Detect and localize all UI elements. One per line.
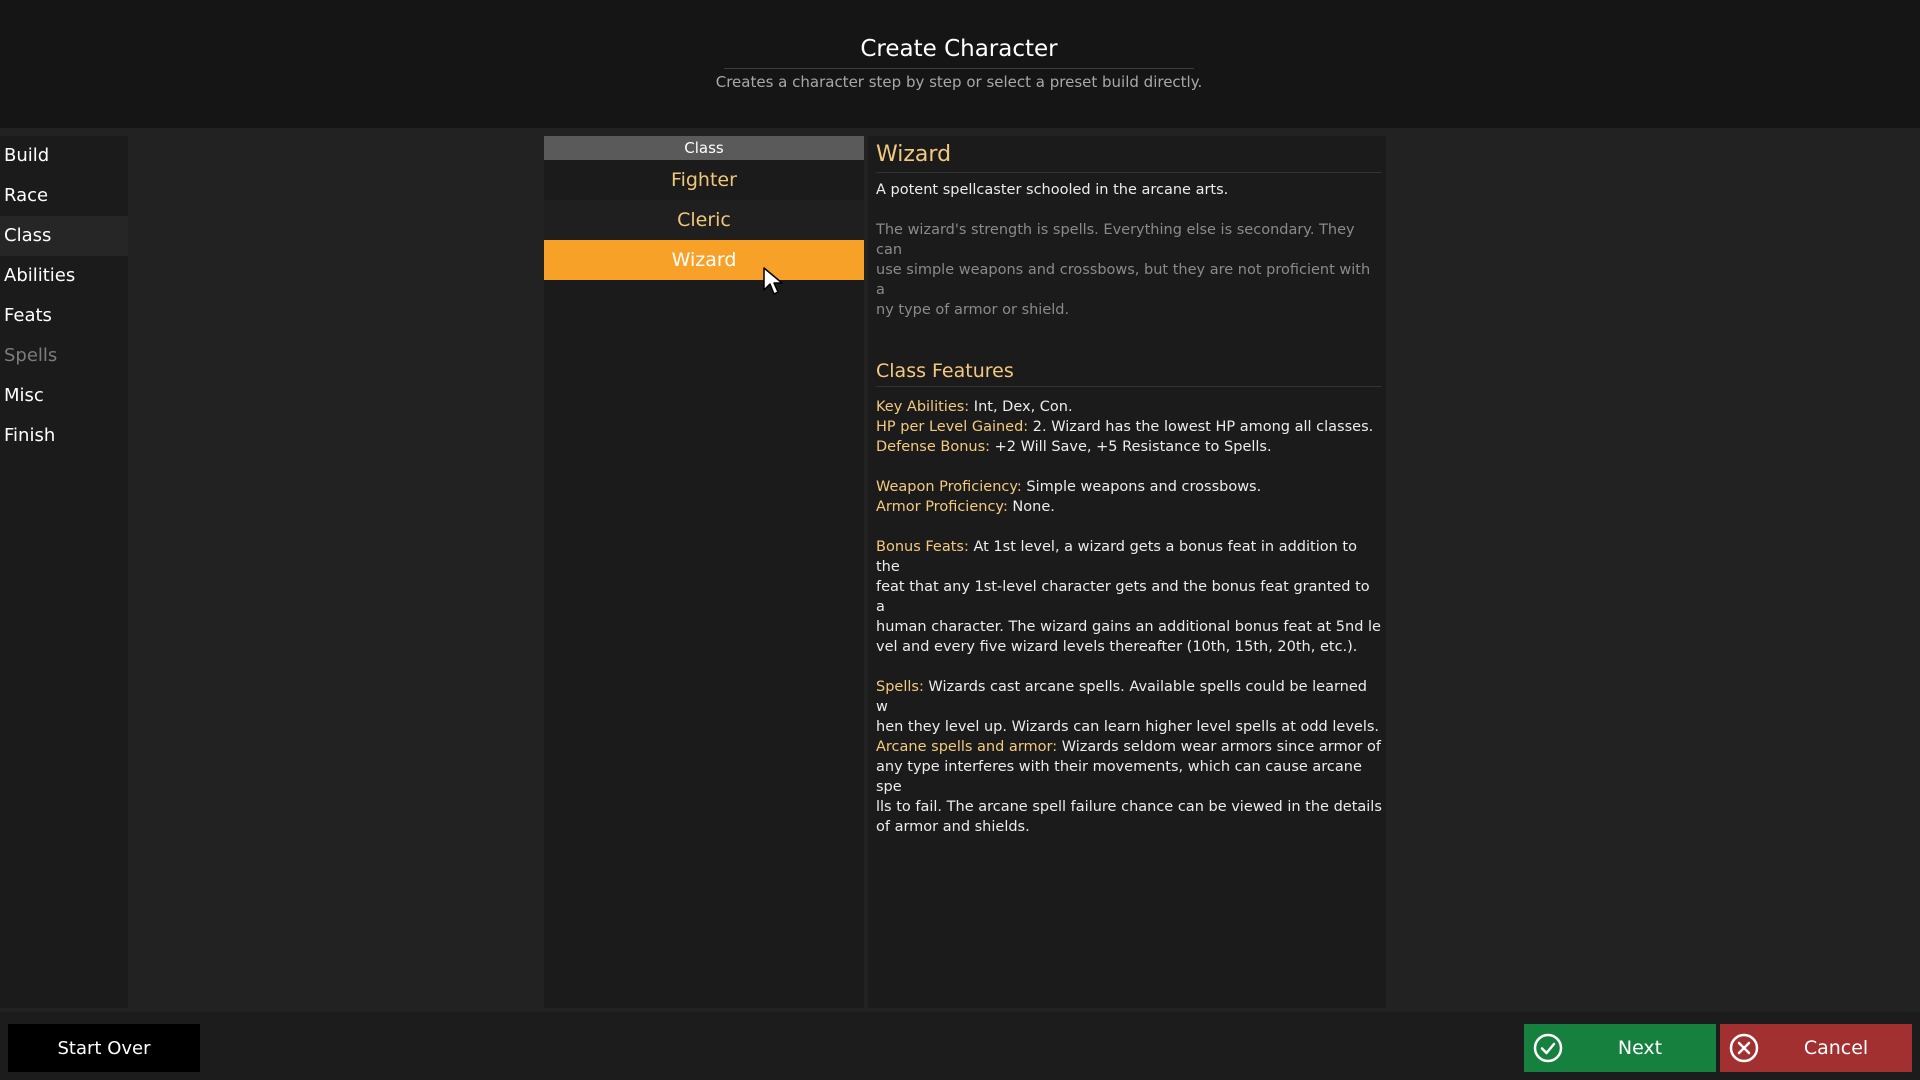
feature-group (876, 537, 1382, 657)
feature-key: Armor Proficiency: (876, 499, 1008, 515)
flavor-line: ny type of armor or shield. (876, 302, 1070, 318)
class-item-wizard[interactable]: Wizard (544, 240, 864, 280)
sidebar-item-abilities[interactable]: Abilities (4, 265, 76, 286)
class-flavor-text (876, 220, 1382, 320)
flavor-line: The wizard's strength is spells. Everything else is secondary. They can (876, 222, 1355, 258)
feature-text: of armor and shields. (876, 819, 1030, 835)
feature-text: any type interferes with their movements, which can cause arcane spe (876, 759, 1362, 795)
feature-key: Weapon Proficiency: (876, 479, 1022, 495)
step-sidebar (0, 136, 128, 1008)
sidebar-item-finish[interactable]: Finish (4, 425, 56, 446)
sidebar-item-race[interactable]: Race (4, 185, 49, 206)
sidebar-item-class[interactable]: Class (0, 216, 128, 256)
feature-key: Arcane spells and armor: (876, 739, 1058, 755)
feature-text: human character. The wizard gains an additional bonus feat at 5nd le (876, 619, 1381, 635)
class-detail-panel (868, 136, 1386, 1008)
feature-line (876, 617, 1382, 637)
feature-text: vel and every five wizard levels thereafter (10th, 15th, 20th, etc.). (876, 639, 1358, 655)
next-button-label: Next (1617, 1037, 1663, 1059)
feature-group (876, 477, 1382, 517)
feature-line (876, 397, 1382, 417)
sidebar-item-spells: Spells (4, 345, 58, 366)
feature-line (876, 477, 1382, 497)
feature-line (876, 497, 1382, 517)
feature-line (876, 417, 1382, 437)
feature-text: 2. Wizard has the lowest HP among all classes. (1028, 419, 1374, 435)
cancel-button[interactable] (1720, 1024, 1912, 1072)
sidebar-item-build[interactable]: Build (4, 145, 50, 166)
feature-key: Key Abilities: (876, 399, 970, 415)
feature-key: Bonus Feats: (876, 539, 969, 555)
feature-text: lls to fail. The arcane spell failure chance can be viewed in the details (876, 799, 1382, 815)
class-item-cleric[interactable]: Cleric (544, 200, 864, 240)
feature-line (876, 537, 1382, 577)
feature-group (876, 677, 1382, 837)
feature-line (876, 437, 1382, 457)
feature-line (876, 817, 1382, 837)
class-item-fighter[interactable]: Fighter (671, 169, 737, 191)
start-over-button[interactable]: Start Over (8, 1024, 200, 1072)
feature-text: None. (1007, 499, 1055, 515)
sidebar-item-misc[interactable]: Misc (4, 385, 44, 406)
feature-key: Defense Bonus: (876, 439, 991, 455)
feature-group (876, 397, 1382, 457)
page-subtitle: Creates a character step by step or select a preset build directly. (715, 73, 1203, 91)
check-circle-icon (1532, 1032, 1564, 1064)
class-list-header: Class (544, 136, 864, 160)
feature-line (876, 577, 1382, 617)
feature-line (876, 637, 1382, 657)
class-features-title: Class Features (876, 358, 1382, 387)
feature-text: hen they level up. Wizards can learn higher level spells at odd levels. (876, 719, 1380, 735)
sidebar-item-feats[interactable]: Feats (4, 305, 52, 326)
class-features-list (876, 397, 1382, 837)
feature-line (876, 757, 1382, 797)
class-detail-title: Wizard (876, 140, 1382, 173)
class-list-panel (544, 136, 864, 1008)
header (0, 0, 1920, 128)
feature-text: Wizards seldom wear armors since armor of (1057, 739, 1382, 755)
feature-text: Int, Dex, Con. (969, 399, 1073, 415)
feature-text: feat that any 1st-level character gets and the bonus feat granted to a (876, 579, 1370, 615)
feature-line (876, 797, 1382, 817)
feature-key: HP per Level Gained: (876, 419, 1029, 435)
feature-line (876, 737, 1382, 757)
footer-bar (0, 1012, 1920, 1080)
next-button[interactable] (1524, 1024, 1716, 1072)
flavor-line: use simple weapons and crossbows, but they are not proficient with a (876, 262, 1371, 298)
feature-text: Simple weapons and crossbows. (1021, 479, 1262, 495)
feature-line (876, 677, 1382, 717)
feature-key: Spells: (876, 679, 924, 695)
feature-line (876, 717, 1382, 737)
page-title: Create Character (724, 36, 1194, 69)
cancel-button-label: Cancel (1803, 1037, 1869, 1059)
feature-text: +2 Will Save, +5 Resistance to Spells. (990, 439, 1272, 455)
x-circle-icon (1728, 1032, 1760, 1064)
class-tagline: A potent spellcaster schooled in the arcane arts. (876, 182, 1229, 198)
feature-text: Wizards cast arcane spells. Available spells could be learned w (876, 679, 1367, 715)
feature-text: At 1st level, a wizard gets a bonus feat in addition to the (876, 539, 1357, 575)
